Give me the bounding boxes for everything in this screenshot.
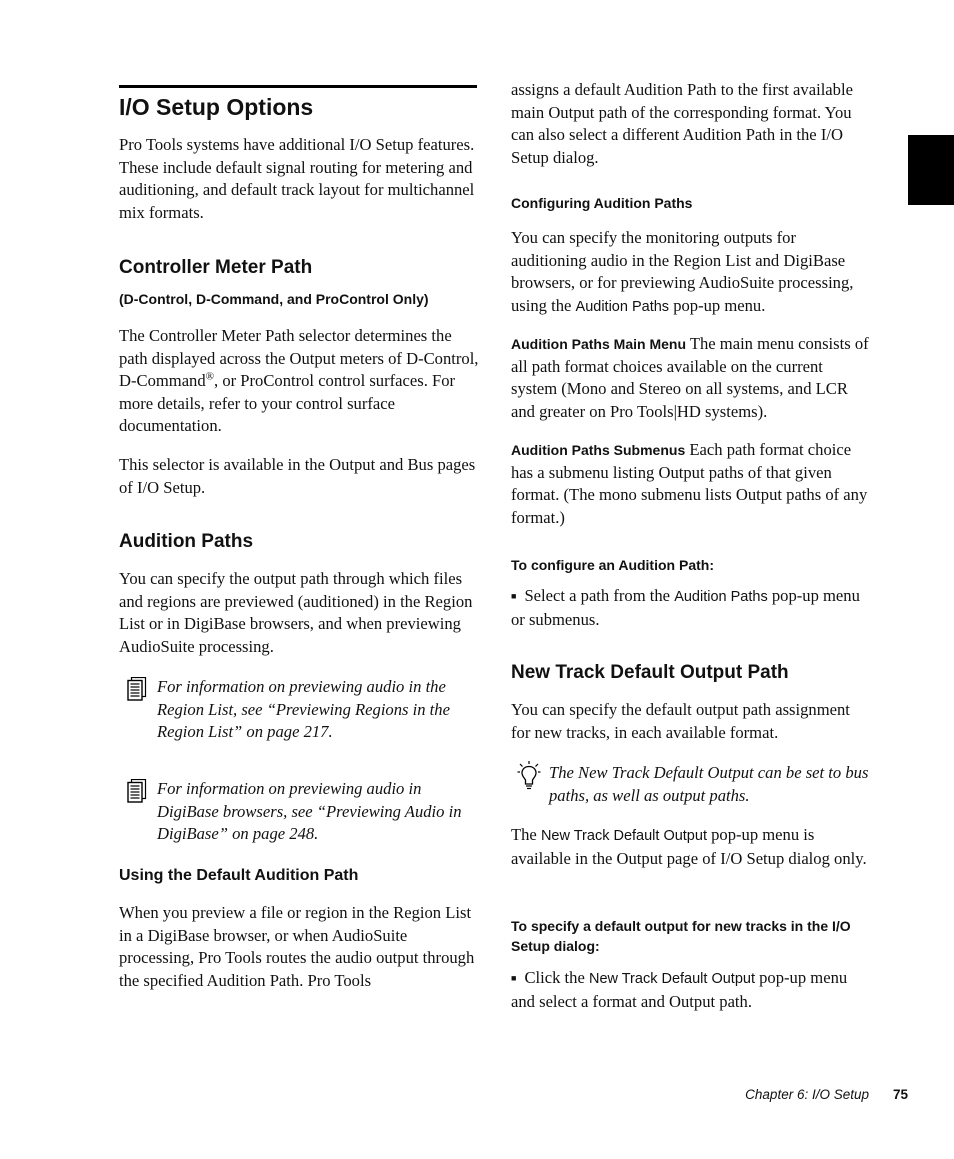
configuring-audition-paragraph: You can specify the monitoring outputs for auditioning audio in the Region List and DigiBase browsers, or for previewing AudioSuite processing, using the Audition Paths pop-up menu. — [511, 228, 854, 315]
new-track-paragraph: You can specify the default output path assignment for new tracks, in each available format. — [511, 700, 850, 742]
controller-meter-subheading: (D-Control, D-Command, and ProControl Only) — [119, 291, 429, 307]
audition-submenus-paragraph: Audition Paths Submenus Each path format choice has a submenu listing Output paths of that given format. (The mono submenu lists Output paths of any format.) — [511, 440, 868, 527]
bullet: ■ — [511, 973, 517, 983]
tip-new-track-default: The New Track Default Output can be set to bus paths, as well as output paths. — [549, 763, 869, 805]
controller-meter-paragraph: The Controller Meter Path selector determines the path displayed across the Output meters of D-Control, D-Command®, or ProControl control surfaces. For more details, refer to your control surface documentation. — [119, 326, 479, 436]
new-track-procedure-heading: To specify a default output for new tracks in the I/O Setup dialog: — [511, 918, 851, 954]
configure-procedure-step: ■ Select a path from the Audition Paths pop-up menu or submenus. — [511, 586, 860, 629]
intro-paragraph: Pro Tools systems have additional I/O Setup features. These include default signal routing for metering and auditioning, and default track layout for multichannel mix formats. — [119, 135, 475, 222]
lightbulb-icon — [517, 760, 541, 792]
audition-main-menu-paragraph: Audition Paths Main Menu The main menu consists of all path format choices available on the current system (Mono and Stereo on all systems, and LCR and greater on Pro Tools|HD systems). — [511, 334, 869, 421]
bullet: ■ — [511, 591, 517, 601]
note-digibase: For information on previewing audio in DigiBase browsers, see “Previewing Audio in DigiBase” on page 248. — [157, 779, 462, 844]
note-region-list: For information on previewing audio in the Region List, see “Previewing Regions in the Region List” on page 217. — [157, 677, 450, 742]
footer-chapter: Chapter 6: I/O Setup — [745, 1087, 869, 1102]
default-audition-heading: Using the Default Audition Path — [119, 867, 359, 884]
chapter-tab — [908, 135, 954, 205]
default-audition-paragraph: When you preview a file or region in the Region List in a DigiBase browser, or when AudioSuite processing, Pro Tools routes the audio output through the specified Audition Path. Pro Tools — [119, 903, 475, 990]
configure-procedure-heading: To configure an Audition Path: — [511, 557, 714, 573]
new-track-popup-paragraph: The New Track Default Output pop-up menu is available in the Output page of I/O Setup dialog only. — [511, 825, 867, 868]
page-number: 75 — [892, 1087, 908, 1102]
new-track-procedure-step: ■ Click the New Track Default Output pop-up menu and select a format and Output path. — [511, 968, 848, 1011]
audition-paths-heading: Audition Paths — [119, 531, 254, 552]
note-icon — [127, 677, 147, 701]
page-title: I/O Setup Options — [119, 94, 314, 120]
note-icon — [127, 779, 147, 803]
controller-meter-availability: This selector is available in the Output and Bus pages of I/O Setup. — [119, 455, 476, 497]
title-rule — [119, 85, 477, 88]
audition-paths-paragraph: You can specify the output path through which files and regions are previewed (auditioned) in the Region List or in DigiBase browsers, and when previewing AudioSuite processing. — [119, 569, 473, 656]
configuring-audition-heading: Configuring Audition Paths — [511, 195, 693, 211]
new-track-heading: New Track Default Output Path — [511, 662, 789, 683]
controller-meter-heading: Controller Meter Path — [119, 257, 313, 278]
default-audition-continued: assigns a default Audition Path to the first available main Output path of the corresponding format. You can also select a different Audition Path in the I/O Setup dialog. — [511, 80, 853, 167]
